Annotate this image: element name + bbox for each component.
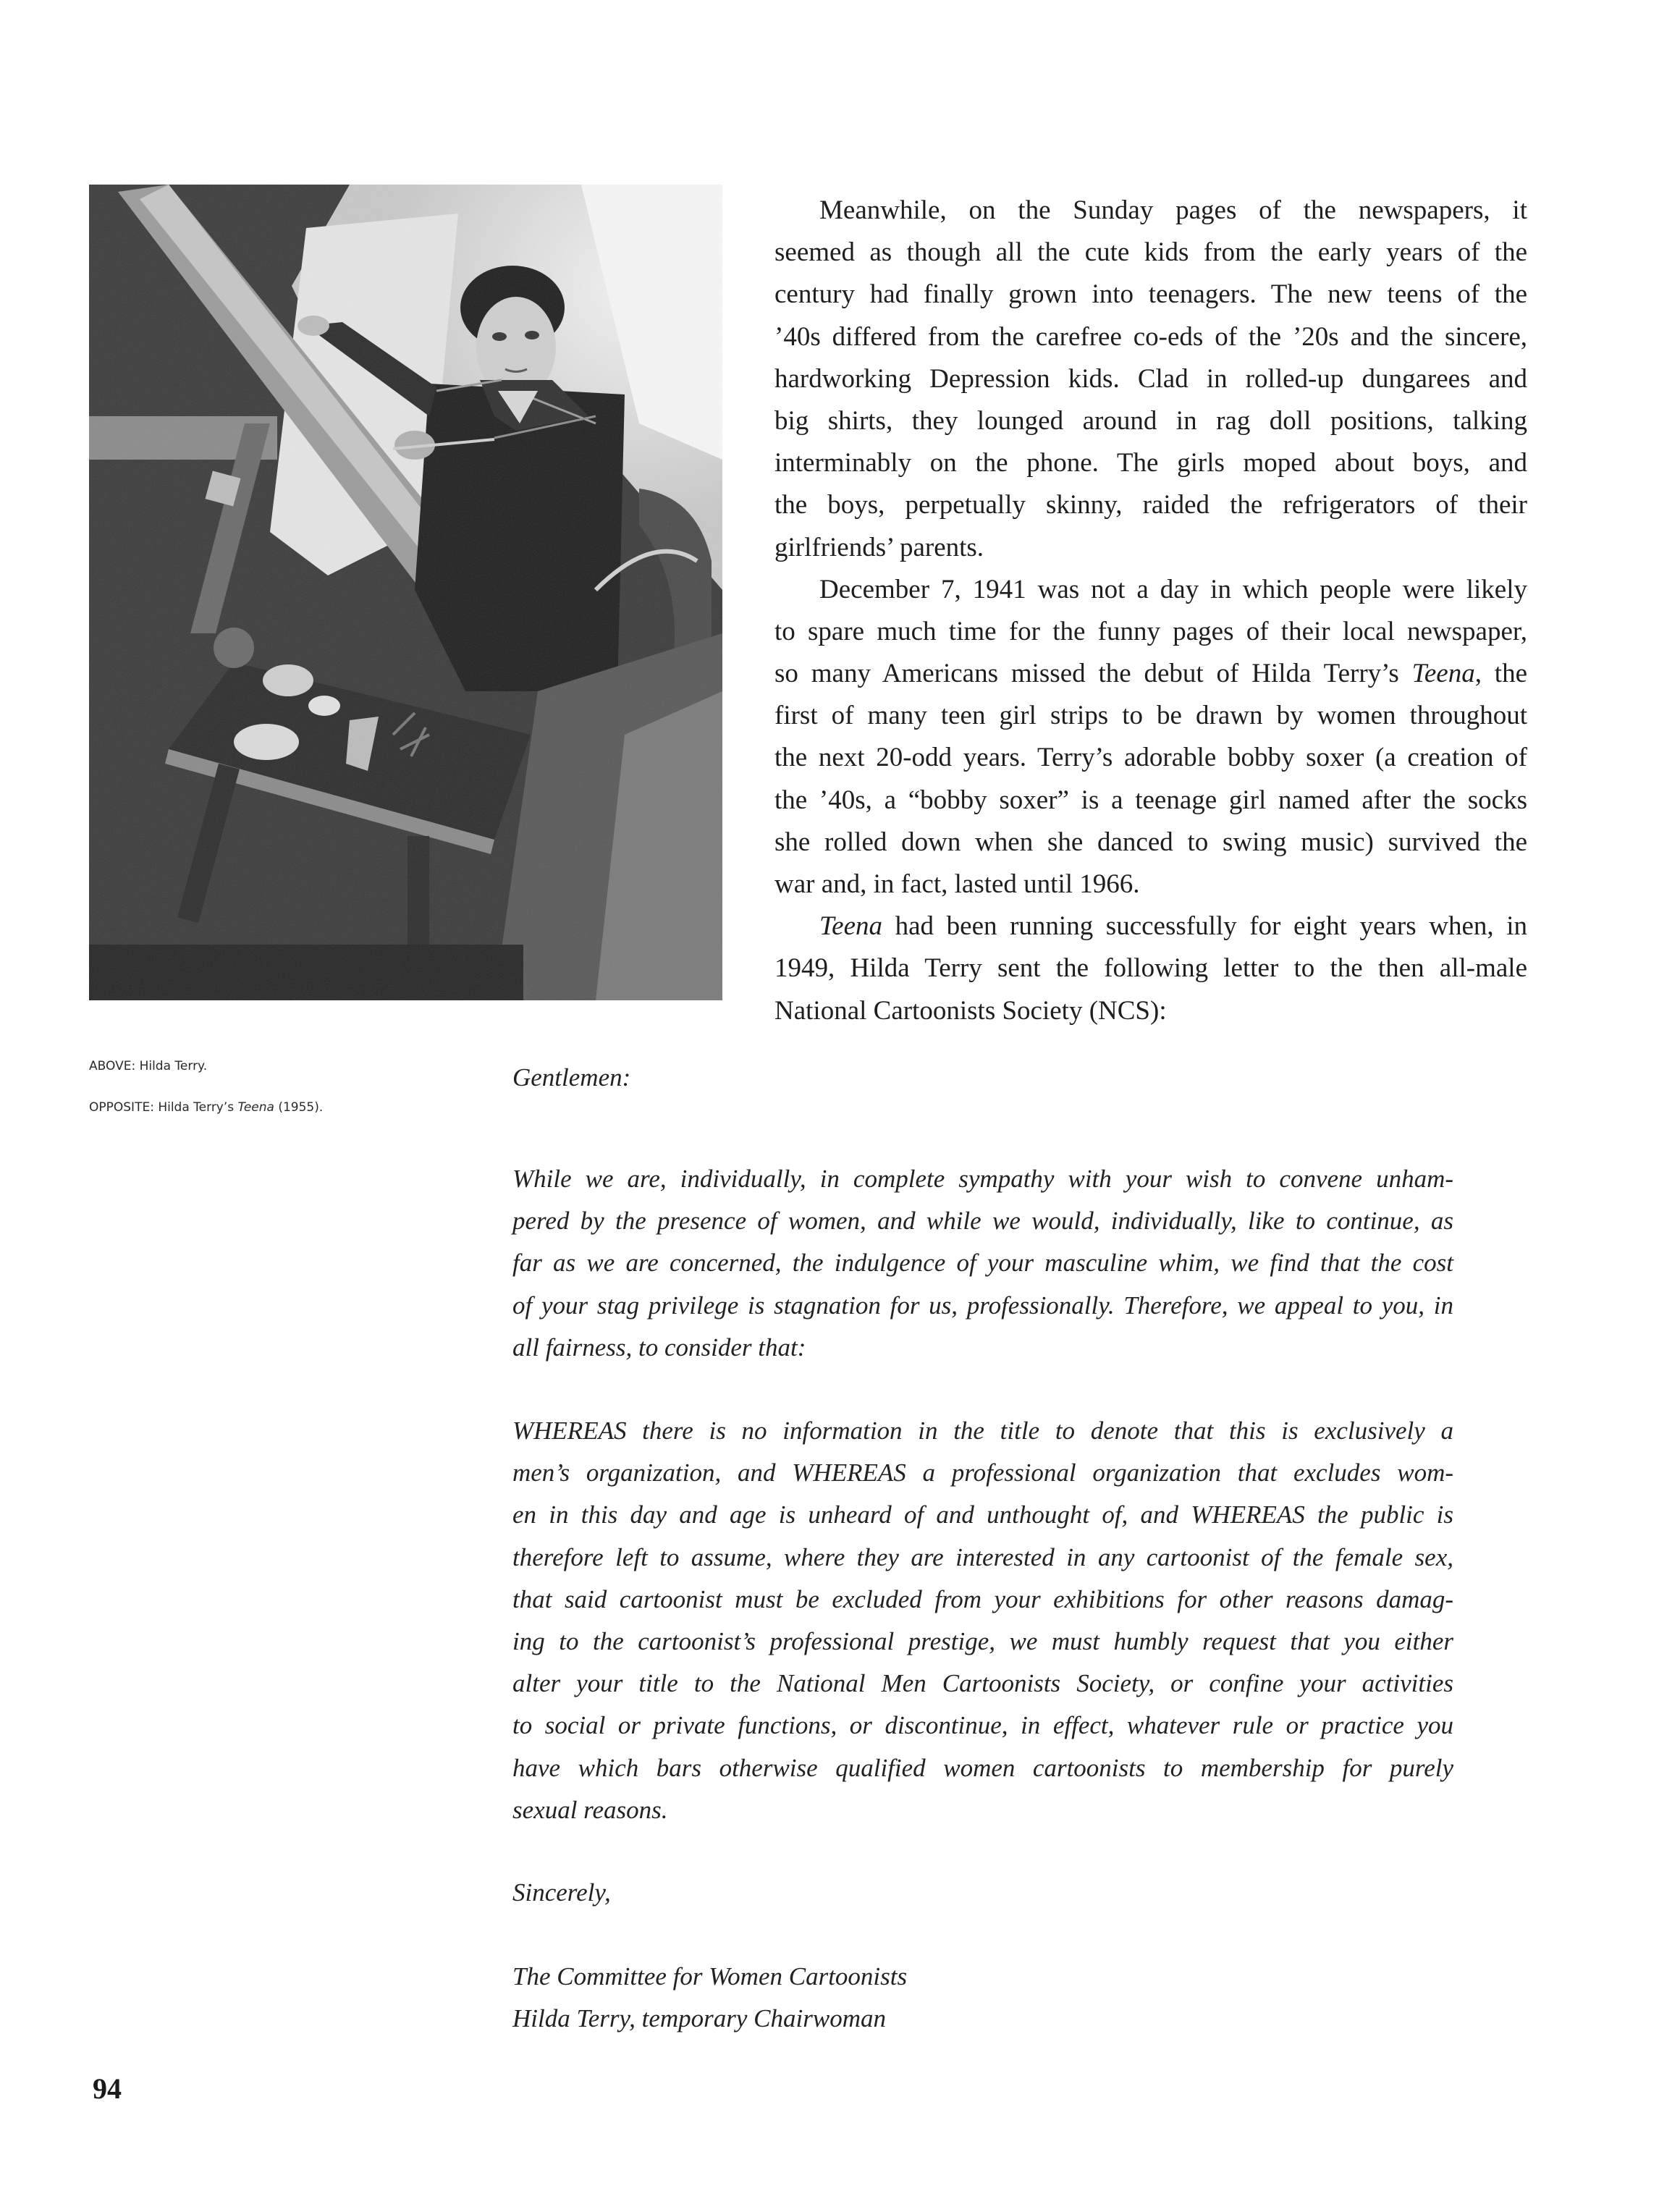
letter-line: far as we are concerned, the indulgence of your masculine whim, we find that the cost	[512, 1249, 1453, 1278]
letter-line: men’s organization, and WHEREAS a professional organization that excludes wom-	[512, 1459, 1453, 1487]
letter-line: that said cartoonist must be excluded from your exhibitions for other reasons damag-	[512, 1584, 1453, 1613]
text-line: National Cartoonists Society (NCS):	[774, 995, 1167, 1026]
text-segment: , the	[1474, 659, 1527, 689]
letter-line: en in this day and age is unheard of and unthought of, and WHEREAS the public is	[512, 1500, 1453, 1529]
text-segment: so many Americans missed the debut of Hilda Terry’s	[774, 659, 1412, 689]
text-line: ’40s differed from the carefree co-eds of the ’20s and the sincere,	[774, 321, 1527, 352]
text-line	[774, 653, 1527, 695]
letter-line: of your stag privilege is stagnation for us, professionally. Therefore, we appeal to you, in	[512, 1291, 1453, 1320]
text-line: she rolled down when she danced to swing music) survived the	[774, 827, 1527, 857]
text-segment: had been running successfully for eight years when, in	[882, 911, 1527, 942]
text-line: big shirts, they lounged around in rag doll positions, talking	[774, 405, 1527, 436]
text-line: the next 20-odd years. Terry’s adorable bobby soxer (a creation of	[774, 743, 1527, 773]
text-line: first of many teen girl strips to be drawn by women throughout	[774, 701, 1527, 731]
caption-text: OPPOSITE: Hilda Terry’s	[89, 1100, 238, 1115]
text-line: hardworking Depression kids. Clad in rolled-up dungarees and	[774, 363, 1527, 394]
letter-line: therefore left to assume, where they are interested in any cartoonist of the female sex,	[512, 1542, 1453, 1571]
text-line: war and, in fact, lasted until 1966.	[774, 869, 1140, 899]
letter-line: pered by the presence of women, and while we would, individually, like to continue, as	[512, 1207, 1453, 1236]
caption-text: (1955).	[274, 1100, 324, 1115]
paragraph-teena-1949	[774, 906, 1527, 1032]
text-line: seemed as though all the cute kids from the early years of the	[774, 237, 1527, 268]
text-line: the boys, perpetually skinny, raided the refrigerators of their	[774, 490, 1527, 520]
text-line: century had finally grown into teenagers. The new teens of the	[774, 279, 1527, 310]
letter-line: WHEREAS there is no information in the title to denote that this is exclusively a	[512, 1417, 1453, 1445]
letter-line: all fairness, to consider that:	[512, 1333, 806, 1362]
caption-above: ABOVE: Hilda Terry.	[89, 1059, 208, 1073]
text-line: to spare much time for the funny pages of their local newspaper,	[774, 616, 1527, 646]
paragraph-sunday-pages	[774, 190, 1527, 569]
photo-illustration	[89, 185, 722, 1000]
caption-opposite	[89, 1100, 451, 1115]
text-line: the ’40s, a “bobby soxer” is a teenage girl named after the socks	[774, 785, 1527, 815]
page-number: 94	[93, 2072, 122, 2105]
letter-signature-name: Hilda Terry, temporary Chairwoman	[512, 2004, 886, 2032]
strip-title-teena: Teena	[1411, 659, 1475, 689]
text-line: 1949, Hilda Terry sent the following letter to the then all-male	[774, 953, 1527, 984]
text-line	[774, 906, 1527, 947]
letter-paragraph-sympathy	[512, 1158, 1453, 1369]
letter-closing: Sincerely,	[512, 1878, 611, 1907]
text-line: Meanwhile, on the Sunday pages of the newspapers, it	[819, 195, 1527, 225]
text-line: interminably on the phone. The girls moped about boys, and	[774, 448, 1527, 478]
letter-signature-committee: The Committee for Women Cartoonists	[512, 1962, 908, 1991]
letter-line: to social or private functions, or discontinue, in effect, whatever rule or practice you	[512, 1711, 1453, 1740]
caption-title-teena: Teena	[237, 1100, 274, 1115]
letter-line: ing to the cartoonist’s professional prestige, we must humbly request that you either	[512, 1626, 1453, 1655]
letter-line: While we are, individually, in complete sympathy with your wish to convene unham-	[512, 1165, 1453, 1193]
hilda-terry-photo	[89, 185, 722, 1000]
paragraph-december-1941	[774, 569, 1527, 906]
letter-paragraph-whereas	[512, 1410, 1453, 1831]
body-text-column	[774, 190, 1527, 1032]
letter-line: have which bars otherwise qualified women cartoonists to membership for purely	[512, 1753, 1453, 1782]
text-line: girlfriends’ parents.	[774, 532, 984, 562]
letter-line: sexual reasons.	[512, 1795, 668, 1824]
text-line: December 7, 1941 was not a day in which people were likely	[819, 574, 1527, 604]
letter-salutation: Gentlemen:	[512, 1063, 631, 1092]
strip-title-teena: Teena	[819, 911, 883, 942]
letter-line: alter your title to the National Men Cartoonists Society, or confine your activities	[512, 1669, 1453, 1698]
